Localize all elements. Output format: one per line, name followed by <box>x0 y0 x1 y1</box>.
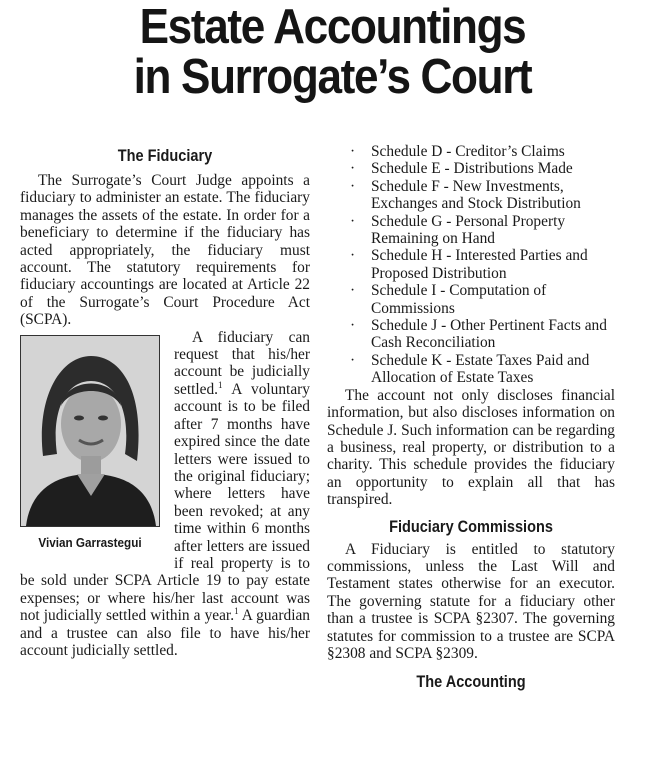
schedule-list <box>327 143 615 387</box>
article-headline <box>33 2 632 102</box>
headline-line-2: in Surrogate’s Court <box>133 50 532 104</box>
list-item: · Schedule G - Personal Property Remaining on Hand <box>350 212 566 248</box>
para2-text-a: A fiduciary can request that his/her account be judicially settled. <box>174 328 310 398</box>
list-item: · Schedule D - Creditor’s Claims <box>350 143 565 160</box>
headline-line-1: Estate Accountings <box>139 0 526 54</box>
list-item: · Schedule I - Computation of Commissions <box>350 282 547 317</box>
account-disclosure-paragraph: The account not only discloses financial information, but also discloses information on Schedule J. Such information can be regarding a business, real property, or distribution to a charity. This schedule provides the fiduciary an opportunity to explain all that has transpired. <box>327 386 615 509</box>
list-item: · Schedule F - New Investments, Exchanges and Stock Distribution <box>350 177 581 213</box>
right-column <box>327 143 615 696</box>
list-item: · Schedule J - Other Pertinent Facts and Cash Reconciliation <box>350 317 607 352</box>
para2-text-c: A guardian and a trustee can also file to have his/her account judicially settled. <box>20 607 310 659</box>
left-column <box>20 146 310 659</box>
list-item: · Schedule K - Estate Taxes Paid and Allocation of Estate Taxes <box>350 351 590 387</box>
photo-caption: Vivian Garrastegui <box>38 534 142 550</box>
author-photo-block <box>20 335 160 557</box>
list-item: · Schedule E - Distributions Made <box>350 160 573 178</box>
author-photo <box>20 335 160 527</box>
portrait-image <box>21 336 159 526</box>
section-title-accounting: The Accounting <box>416 673 526 692</box>
section-title-fiduciary: The Fiduciary <box>117 147 213 165</box>
list-item: · Schedule H - Interested Parties and Proposed Distribution <box>350 247 588 282</box>
footnote-marker: 1 <box>218 379 223 390</box>
footnote-marker: 1 <box>234 606 239 617</box>
section-title-commissions: Fiduciary Commissions <box>389 517 553 536</box>
intro-paragraph: The Surrogate’s Court Judge appoints a fiduciary to administer an estate. The fiduciary manages the assets of the estate. In order for a beneficiary to determine if the fiduciary has acted appropriately, the fiduciary must account. The statutory requirements for fiduciary accountings are located at Article 22 of the Surrogate’s Court Procedure Act (SCPA). <box>20 172 310 329</box>
para2-text-b: A voluntary account is to be filed after 7 months have expired since the date letters were issued to the original fiduciary; where letters have been revoked; at any time within 6 months after letters are issued if real property is to be sold under SCPA Article 19 to pay estate expenses; or where his/her last account was not judicially settled within a year. <box>20 380 310 625</box>
commissions-paragraph: A Fiduciary is entitled to statutory commissions, unless the Last Will and Testament states otherwise for an executor. The governing statute for a fiduciary other than a trustee is SCPA §2307. The governing statutes for commission to a trustee are SCPA §2308 and SCPA §2309. <box>327 540 615 662</box>
